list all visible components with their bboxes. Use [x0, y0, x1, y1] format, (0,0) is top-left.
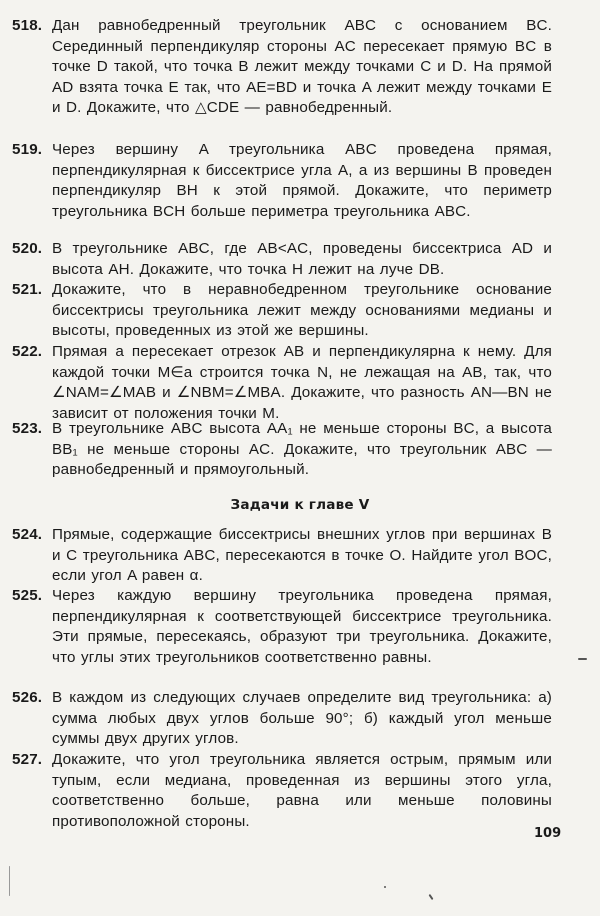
problem-527	[12, 750, 552, 832]
section-title: Задачи к главе V	[230, 497, 370, 513]
problem-number: 522.	[12, 343, 43, 360]
problem-number: 525.	[12, 587, 43, 604]
problem-text: Дан равнобедренный треугольник ABC с основанием BC. Серединный перпендикуляр стороны AC пересекает прямую BC в точке D такой, что точка B лежит между точками C и D. На прямой AD взята точка E так, что AE=BD и точка A лежит между точками E и D. Докажите, что △CDE — равнобедренный.	[52, 17, 552, 117]
problem-number: 518.	[12, 17, 43, 34]
problem-524	[12, 525, 552, 587]
problem-text: В треугольнике ABC, где AB<AC, проведены биссектриса AD и высота AH. Докажите, что точка H лежит на луче DB.	[52, 240, 552, 278]
scan-speck	[428, 894, 433, 900]
problem-519	[12, 140, 552, 222]
scan-speck	[578, 658, 587, 660]
problem-text: Прямые, содержащие биссектрисы внешних углов при вершинах B и C треугольника ABC, пересекаются в точке O. Найдите угол BOC, если угол A равен α.	[52, 526, 552, 585]
problem-text: Докажите, что в неравнобедренном треугольнике основание биссектрисы треугольника лежит между основаниями медианы и высоты, проведенных из этой же вершины.	[52, 281, 552, 340]
problem-525	[12, 586, 552, 668]
scan-speck	[9, 866, 10, 896]
problem-number: 523.	[12, 420, 43, 437]
scan-speck	[384, 886, 386, 888]
problem-number: 526.	[12, 689, 43, 706]
problem-520	[12, 239, 552, 280]
problem-number: 520.	[12, 240, 43, 257]
problem-text: Через каждую вершину треугольника проведена прямая, перпендикулярная к соответствующей биссектрисе треугольника. Эти прямые, пересекаясь, образуют три треугольника. Докажите, что углы этих треугольников соответственно равны.	[52, 587, 552, 666]
problem-text: Прямая a пересекает отрезок AB и перпендикулярна к нему. Для каждой точки M∈a строится точка N, не лежащая на AB, так, что ∠NAM=∠MAB и ∠NBM=∠MBA. Докажите, что разность AN—BN не зависит от положения точки M.	[52, 343, 552, 422]
problem-523	[12, 419, 552, 481]
problem-text: В треугольнике ABC высота AA₁ не меньше стороны BC, а высота BB₁ не меньше стороны AC. Докажите, что треугольник ABC — равнобедренный и прямоугольный.	[52, 420, 552, 479]
problem-text: Через вершину A треугольника ABC проведена прямая, перпендикулярная к биссектрисе угла A, а из вершины B проведен перпендикуляр BH к этой прямой. Докажите, что периметр треугольника BCH больше периметра треугольника ABC.	[52, 141, 552, 220]
problem-number: 527.	[12, 751, 43, 768]
problem-518	[12, 16, 552, 119]
problem-text: В каждом из следующих случаев определите вид треугольника: а) сумма любых двух углов больше 90°; б) каждый угол меньше суммы двух других углов.	[52, 689, 552, 748]
problem-526	[12, 688, 552, 750]
problem-521	[12, 280, 552, 342]
problem-number: 521.	[12, 281, 43, 298]
problem-number: 524.	[12, 526, 43, 543]
problem-522	[12, 342, 552, 424]
problem-text: Докажите, что угол треугольника является острым, прямым или тупым, если медиана, проведенная из вершины этого угла, соответственно больше, равна или меньше половины противоположной стороны.	[52, 751, 552, 830]
page-number: 109	[534, 826, 562, 841]
problem-number: 519.	[12, 141, 43, 158]
